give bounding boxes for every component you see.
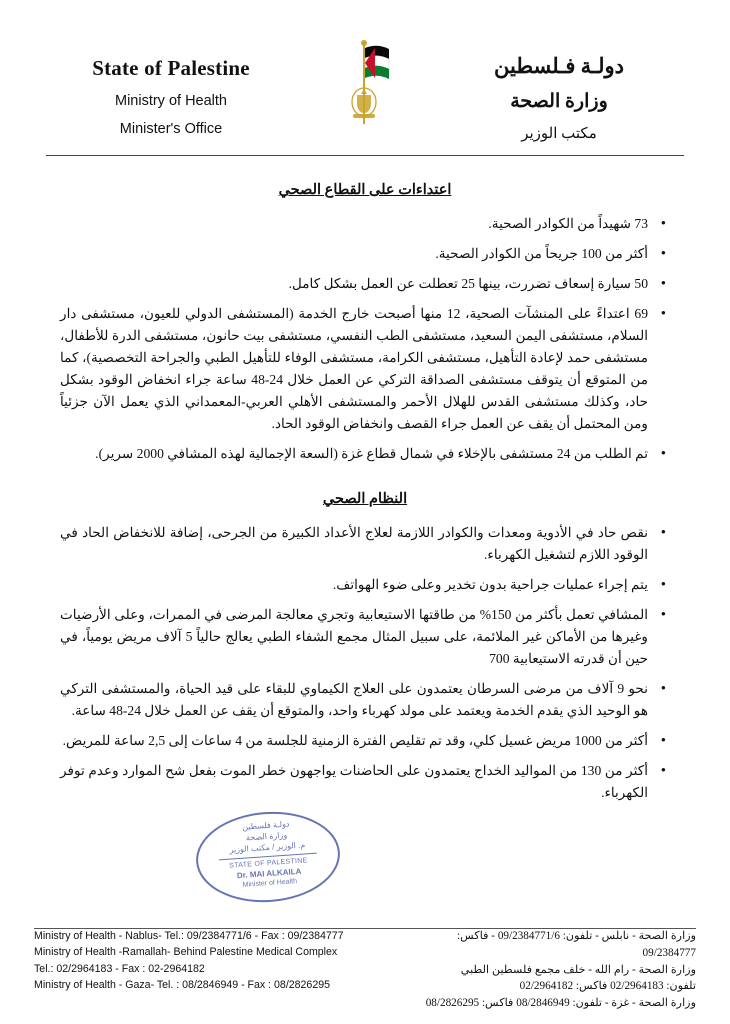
footer-line: تلفون: 02/2964183 فاكس: 02/2964182 (519, 980, 696, 993)
list-item: • أكثر من 130 من المواليد الخداج يعتمدون على الحاضنات يواجهون خطر الموت بفعل شح الموارد وعدم توفر الكهرباء. (60, 760, 670, 804)
list-item: • أكثر من 1000 مريض غسيل كلي، وقد تم تقليص الفترة الزمنية للجلسة من 4 ساعات إلى 2,5 ساعة للمريض. (60, 730, 670, 752)
section-list-attacks (60, 213, 670, 465)
header-ministry-ar: وزارة الصحة (510, 91, 608, 112)
list-item: • المشافي تعمل بأكثر من 150% من طاقتها الاستيعابية وتجري معالجة المرضى في الممرات، وعلى الأرضيات وغيرها من الأماكن غير الملائمة، على سبيل المثال مجمع الشفاء الطبي يعالج حالياً 5 آلاف مريض يومياً، في حين أن قدرته الاستيعابية 700 (60, 604, 670, 670)
header-ministry-en: Ministry of Health (114, 93, 227, 109)
stamp-line-en3: Minister of Health (242, 878, 298, 889)
footer-line: Tel.: 02/2964183 - Fax : 02-2964182 (34, 962, 205, 975)
header-state-title-ar: دولـة فـلسطين (494, 54, 624, 78)
section-title-attacks: اعتداءات على القطاع الصحي (278, 182, 452, 198)
footer-arabic-contacts (419, 928, 696, 1012)
footer-line: وزارة الصحة - رام الله - خلف مجمع فلسطين الطبي (460, 963, 696, 976)
list-item: • يتم إجراء عمليات جراحية بدون تخدير وعلى ضوء الهواتف. (60, 574, 670, 596)
stamp-line-ar1: دولـة فلسطين (241, 819, 290, 832)
footer-english-contacts (34, 928, 419, 1012)
header-english-block (56, 34, 286, 137)
list-item: • تم الطلب من 24 مستشفى بالإخلاء في شمال قطاع غزة (السعة الإجمالية لهذه المشافي 2000 سرير). (60, 443, 670, 465)
header-arabic-block (444, 34, 674, 143)
footer-line: Ministry of Health - Nablus- Tel.: 09/2384771/6 - Fax : 09/2384777 (34, 930, 344, 942)
header-emblem-block (310, 34, 420, 126)
footer-line: وزارة الصحة - غزة - تلفون: 08/2846949 فاكس: 08/2826295 (425, 997, 696, 1010)
stamp-line-ar2: وزارة الصحة (245, 830, 288, 843)
document-footer (34, 928, 696, 1012)
section-title-health-system: النظام الصحي (322, 491, 408, 508)
footer-line: Ministry of Health - Gaza- Tel. : 08/2846949 - Fax : 08/2826295 (34, 979, 331, 992)
section-list-health-system (60, 522, 670, 804)
header-office-ar: مكتب الوزير (521, 126, 597, 142)
official-stamp (193, 807, 343, 907)
list-item: • أكثر من 100 جريحاً من الكوادر الصحية. (60, 243, 670, 265)
list-item: • 73 شهيداً من الكوادر الصحية. (60, 213, 670, 235)
palestine-flag-emblem-icon (337, 40, 393, 126)
list-item: • نقص حاد في الأدوية ومعدات والكوادر اللازمة لعلاج الأعداد الكبيرة من الجرحى، إضافة للانخفاض الحاد في الوقود اللازم لتشغيل الكهرباء. (60, 522, 670, 566)
footer-line: وزارة الصحة - نابلس - تلفون: 09/2384771/6 - فاكس: 09/2384777 (457, 930, 696, 959)
stamp-line-en1: STATE OF PALESTINE (229, 857, 308, 870)
header-office-en: Minister's Office (119, 121, 223, 137)
list-item: • 50 سيارة إسعاف تضررت، بينها 25 تعطلت عن العمل بشكل كامل. (60, 273, 670, 295)
stamp-line-ar3: م. الوزير / مكتب الوزير (229, 840, 306, 855)
header-state-title-en: State of Palestine (92, 56, 250, 80)
footer-line: Ministry of Health -Ramallah- Behind Palestine Medical Complex (34, 946, 338, 959)
list-item: • نحو 9 آلاف من مرضى السرطان يعتمدون على العلاج الكيماوي للبقاء على قيد الحياة، والمستشفى التركي هو الوحيد الذي يقدم الخدمة ويعتمد على مولد كهرباء واحد، والمتوقع أن يقف عن العمل خلال 24-48 ساعة. (60, 678, 670, 722)
list-item: • 69 اعتداءً على المنشآت الصحية، 12 منها أصبحت خارج الخدمة (المستشفى الدولي للعيون، مستشفى دار السلام، مستشفى اليمن السعيد، مستشفى الطب النفسي، مستشفى بيت حانون، مستشفى الدرة للأطفال، مستشفى حمد لإعادة التأهيل، مستشفى الكرامة، مستشفى الوفاء للتأهيل الطبي والجراحة التخصصية)، كما من المتوقع أن يتوقف مستشفى الصداقة التركي عن العمل خلال 24-48 ساعة جراء انخفاض الوقود بشكل حاد، وكذلك مستشفى القدس للهلال الأحمر والمستشفى الأهلي العربي-المعمداني الذي يعمل الآن جزئياً ومن المحتمل أن يقف عن العمل جراء القصف وانخفاض الوقود الحاد. (60, 303, 670, 435)
document-header (34, 18, 696, 147)
stamp-line-en2: Dr. MAI ALKAILA (236, 866, 302, 881)
document-body (34, 156, 696, 804)
